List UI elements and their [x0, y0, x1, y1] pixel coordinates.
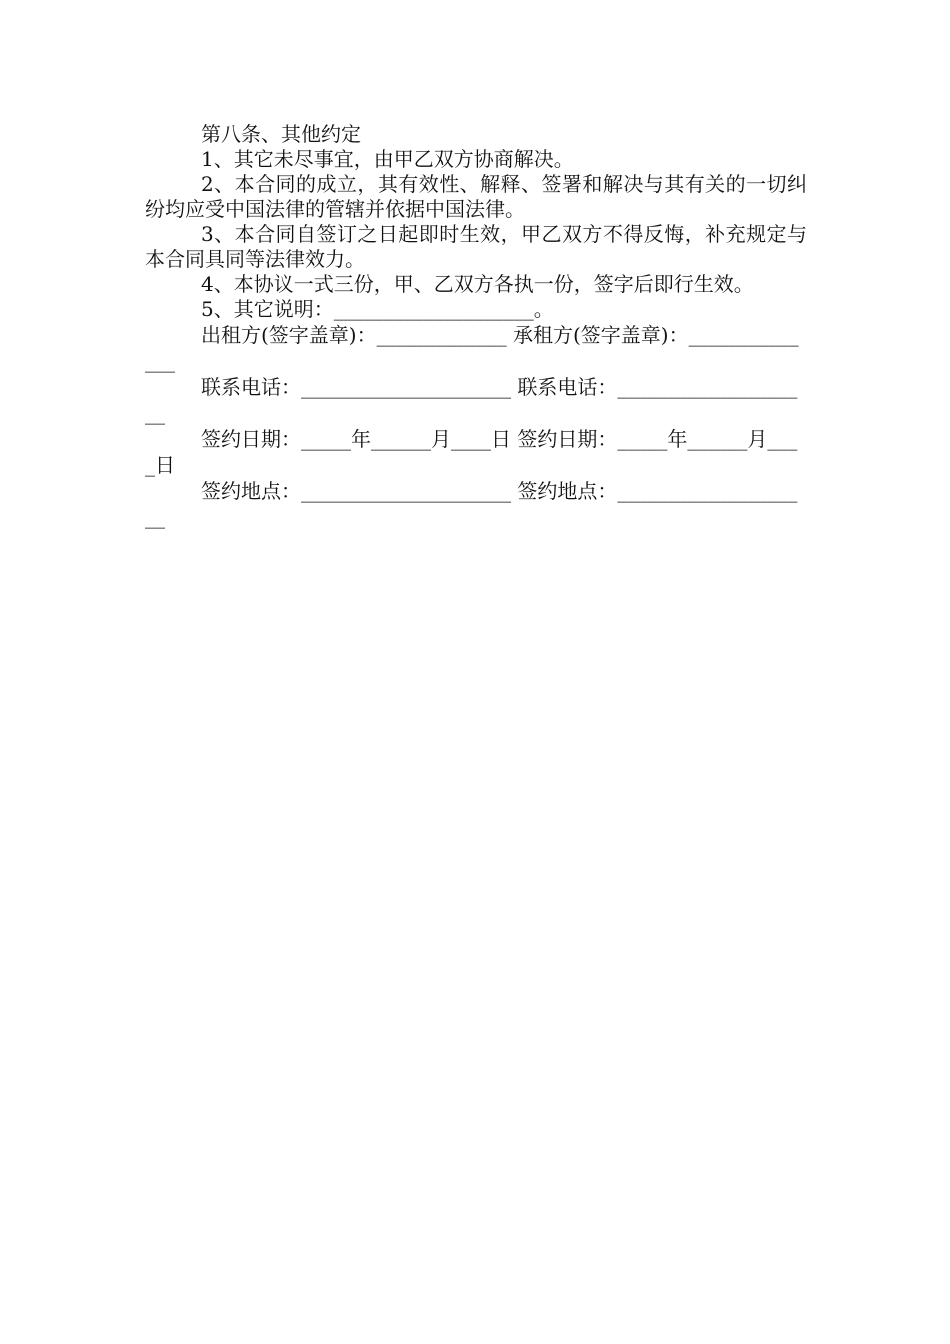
section-title: 第八条、其他约定: [201, 122, 361, 146]
clause-2: 2、本合同的成立，其有效性、解释、签署和解决与其有关的一切纠纷均应受中国法律的管辖并依据中国法律。: [145, 172, 807, 221]
clause-4: 4、本协议一式三份，甲、乙双方各执一份，签字后即行生效。: [201, 272, 754, 296]
document-body: [145, 122, 807, 530]
clause-3: 3、本合同自签订之日起即时生效，甲乙双方不得反悔，补充规定与本合同具同等法律效力。: [145, 222, 807, 271]
signature-phone: 联系电话：_____________________ 联系电话：____________________: [145, 375, 798, 425]
clause-5: 5、其它说明：____________________。: [201, 297, 554, 321]
signature-parties: 出租方(签字盖章)：_____________ 承租方(签字盖章)：______________: [145, 323, 799, 373]
signature-date: 签约日期：_____年______月____日 签约日期：_____年______月____日: [145, 427, 798, 477]
clause-1: 1、其它未尽事宜，由甲乙双方协商解决。: [201, 147, 574, 171]
signature-place: 签约地点：_____________________ 签约地点：____________________: [145, 479, 798, 529]
